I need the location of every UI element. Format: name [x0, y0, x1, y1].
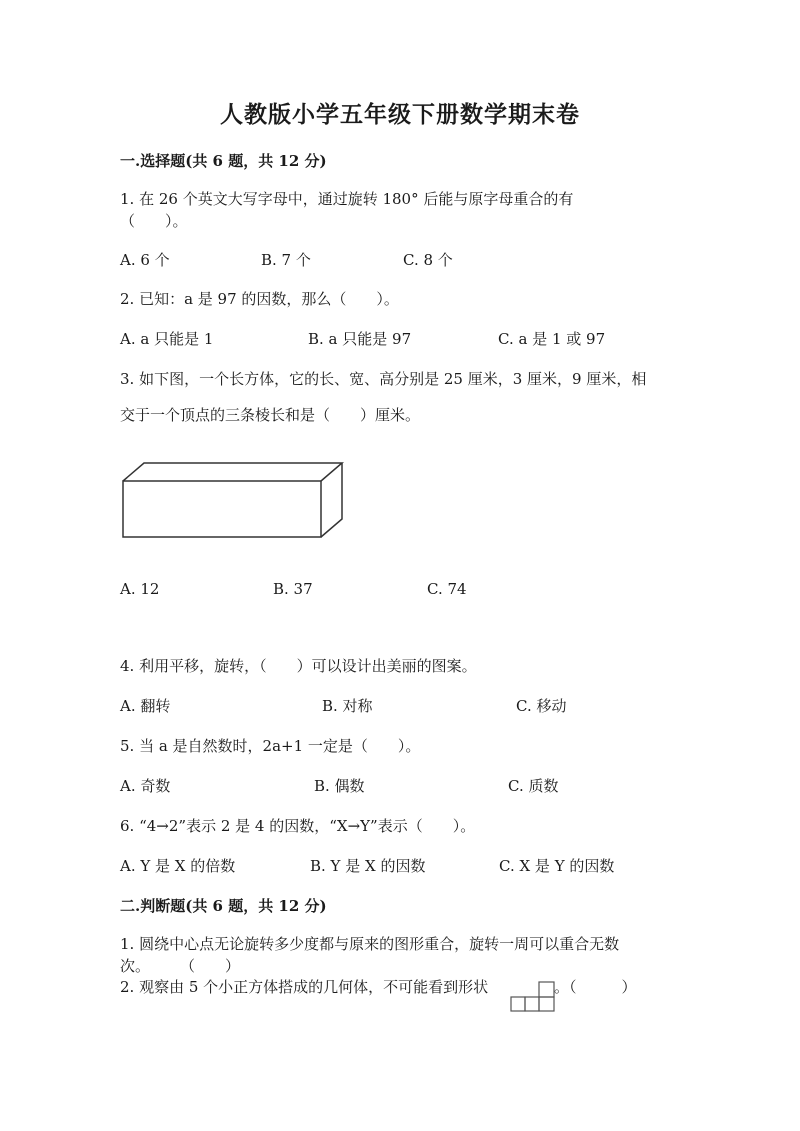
page-title: 人教版小学五年级下册数学期末卷: [220, 101, 580, 128]
question-6-option-b: B. Y 是 X 的因数: [310, 857, 426, 875]
question-2-text: 2. 已知：a 是 97 的因数，那么（ ）。: [120, 290, 399, 308]
question-6-option-c: C. X 是 Y 的因数: [499, 857, 615, 875]
question-5-text: 5. 当 a 是自然数时，2a+1 一定是（ ）。: [120, 737, 421, 755]
judgement-1-text-cont: 次。 （ ）: [120, 957, 241, 975]
question-3-text-cont: 交于一个顶点的三条棱长和是（ ）厘米。: [120, 406, 421, 424]
question-4-option-a: A. 翻转: [120, 697, 171, 715]
question-1-option-b: B. 7 个: [261, 251, 311, 269]
cuboid-figure: [120, 460, 345, 540]
section-heading-choice: 一.选择题(共 6 题，共 12 分): [120, 152, 327, 170]
question-5-option-b: B. 偶数: [314, 777, 365, 795]
question-3-text: 3. 如下图，一个长方体，它的长、宽、高分别是 25 厘米，3 厘米，9 厘米，相: [120, 370, 647, 388]
question-1-option-c: C. 8 个: [403, 251, 453, 269]
question-1-text: 1. 在 26 个英文大写字母中，通过旋转 180° 后能与原字母重合的有: [120, 190, 574, 208]
judgement-2-text-cont: 。（ ）: [554, 978, 637, 996]
question-3-option-a: A. 12: [120, 580, 160, 598]
question-5-option-a: A. 奇数: [120, 777, 171, 795]
judgement-1-text: 1. 圆绕中心点无论旋转多少度都与原来的图形重合，旋转一周可以重合无数: [120, 935, 620, 953]
judgement-2-text: 2. 观察由 5 个小正方体搭成的几何体，不可能看到形状: [120, 978, 489, 996]
question-3-option-b: B. 37: [273, 580, 313, 598]
question-2-option-c: C. a 是 1 或 97: [498, 330, 606, 348]
question-4-option-b: B. 对称: [322, 697, 373, 715]
question-2-option-a: A. a 只能是 1: [120, 330, 214, 348]
question-4-option-c: C. 移动: [516, 697, 567, 715]
question-6-option-a: A. Y 是 X 的倍数: [120, 857, 236, 875]
section-heading-judgement: 二.判断题(共 6 题，共 12 分): [120, 897, 327, 915]
question-3-option-c: C. 74: [427, 580, 467, 598]
block-shape-figure: [509, 980, 557, 1013]
question-5-option-c: C. 质数: [508, 777, 559, 795]
question-1-option-a: A. 6 个: [120, 251, 170, 269]
question-1-text-cont: （ ）。: [120, 212, 188, 230]
question-4-text: 4. 利用平移，旋转，（ ）可以设计出美丽的图案。: [120, 657, 477, 675]
question-2-option-b: B. a 只能是 97: [308, 330, 412, 348]
question-6-text: 6. “4→2”表示 2 是 4 的因数，“X→Y”表示（ ）。: [120, 817, 476, 835]
